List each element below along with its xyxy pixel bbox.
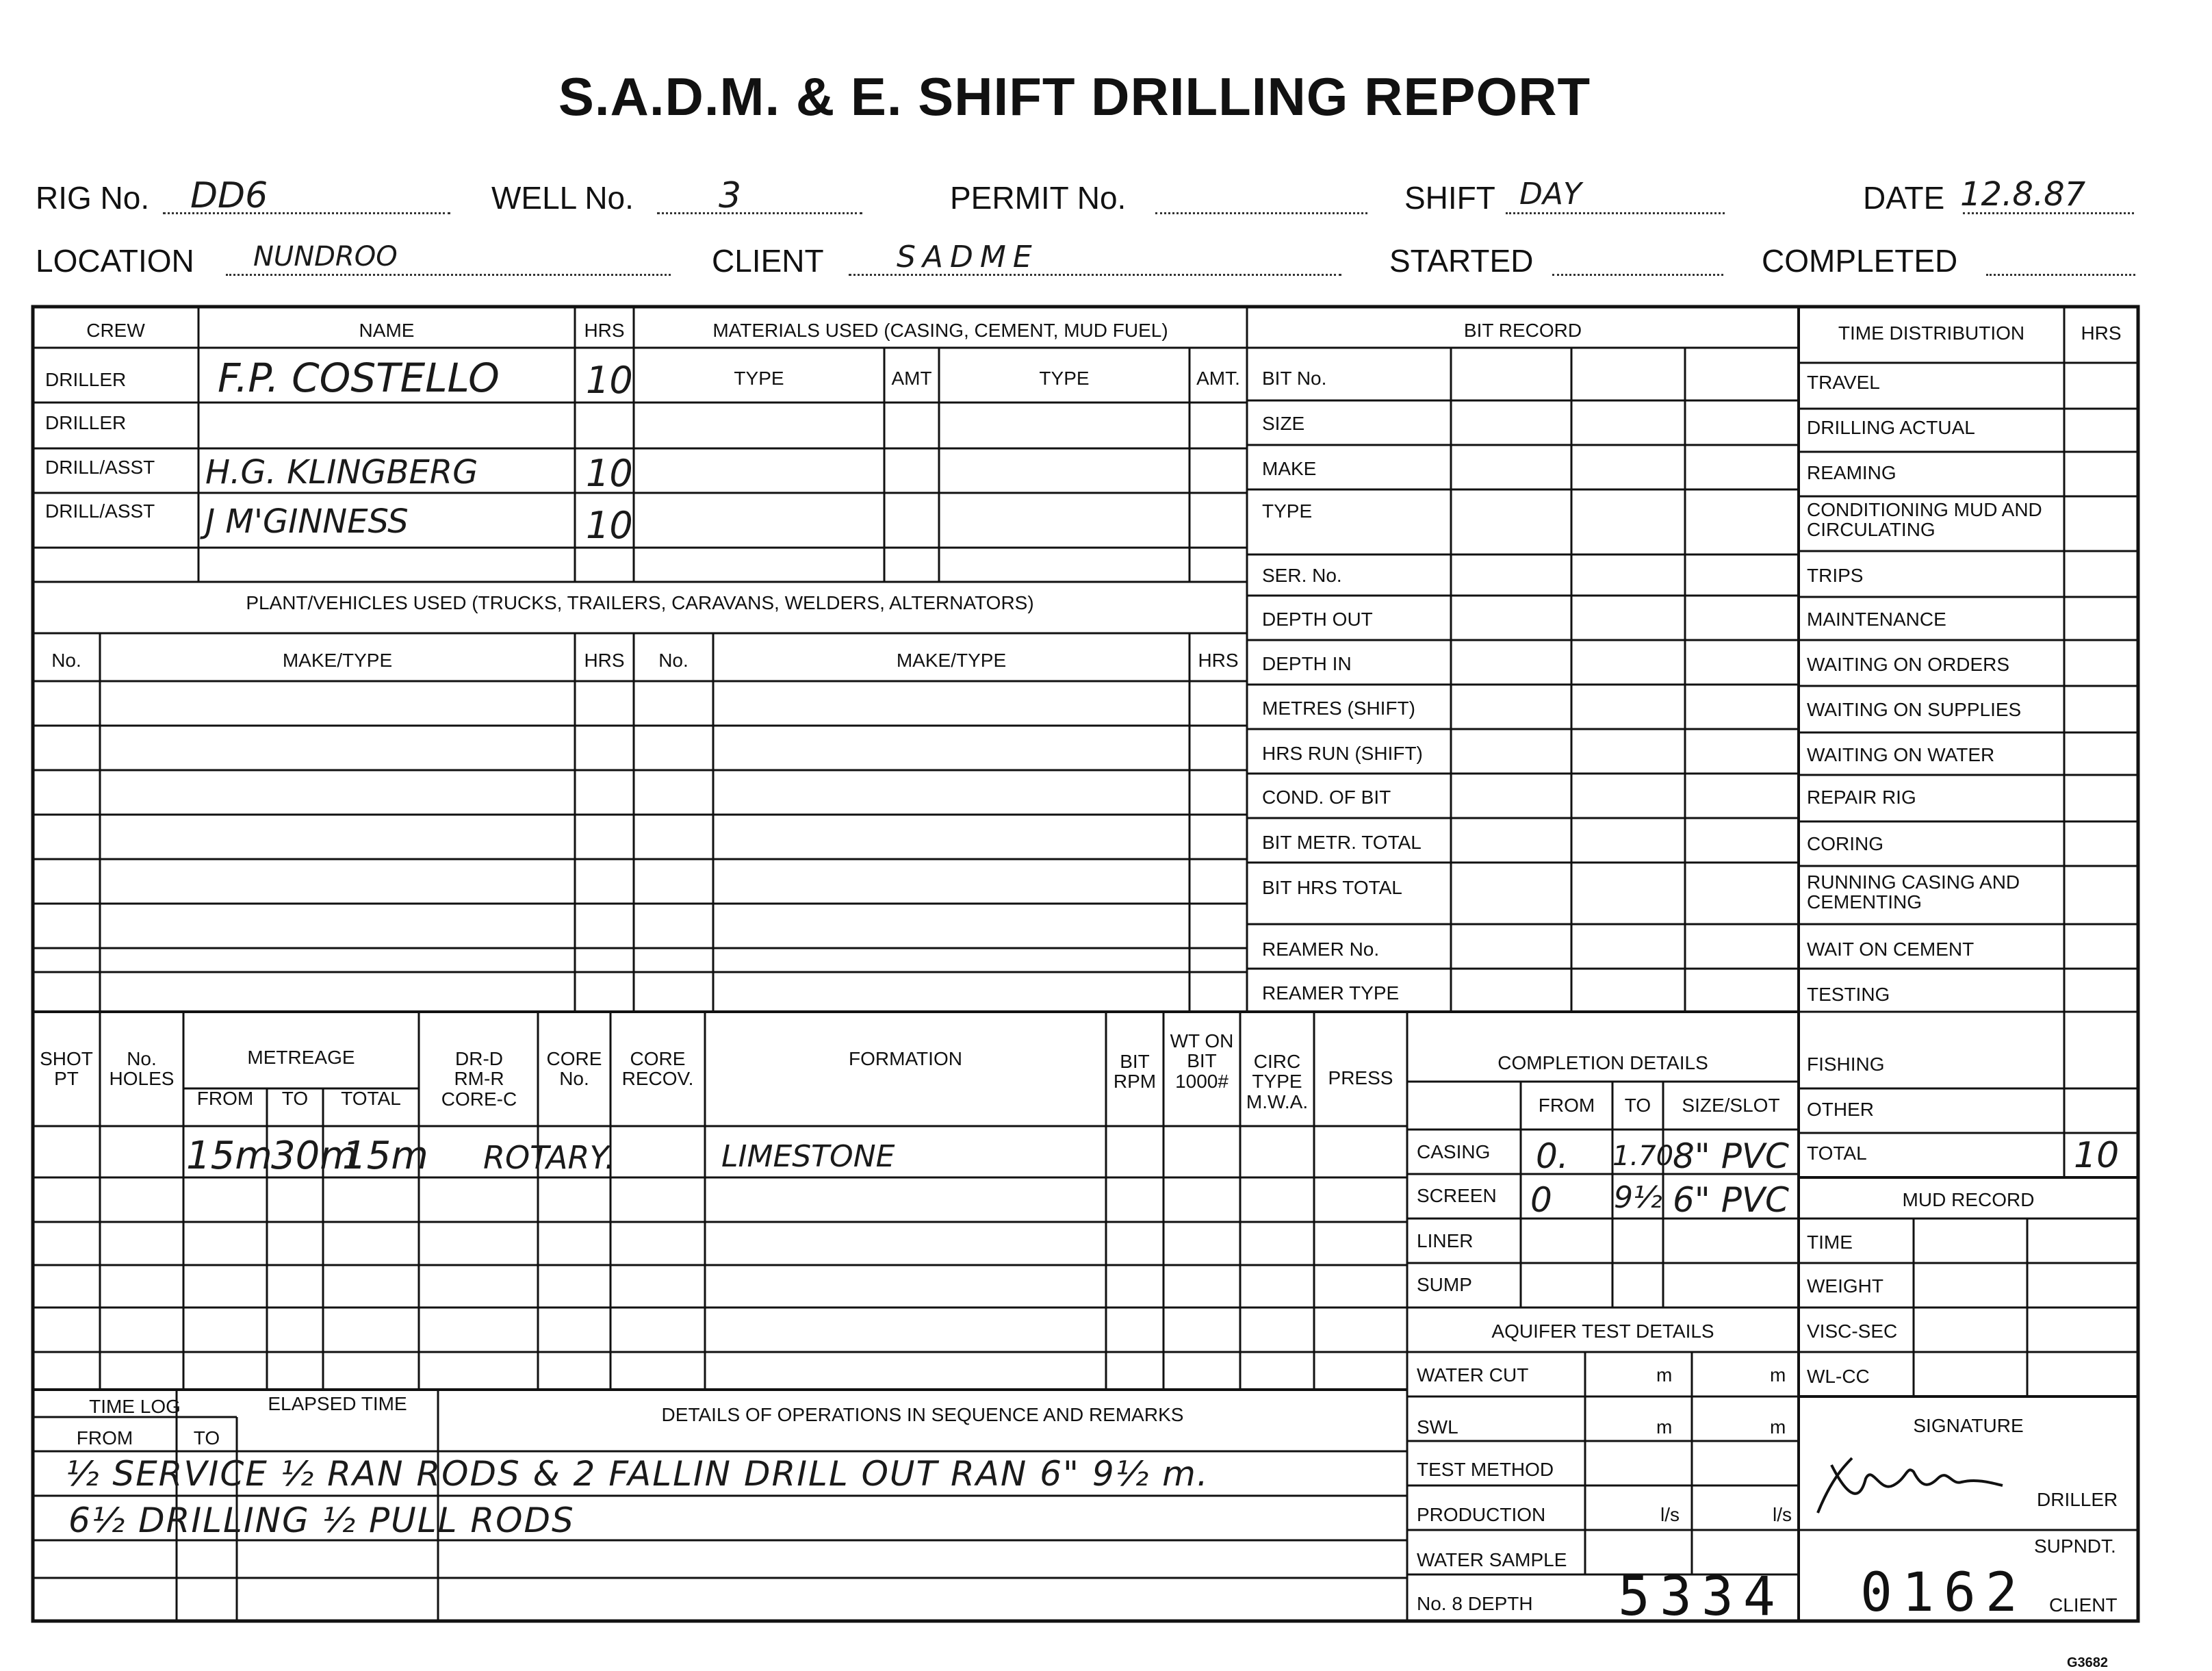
plant-no-1: No. [51,650,81,671]
well-label: WELL No. [491,180,634,216]
aquifer-unit: m [1656,1364,1673,1386]
metreage-from: FROM [196,1088,254,1109]
client-sign-label: CLIENT [2049,1594,2118,1616]
crew-name[interactable]: J M'GINNESS [205,502,409,541]
materials-amt-2: AMT. [1196,368,1240,389]
time-dist-row: RUNNING CASING AND CEMENTING [1807,871,2020,913]
client-label: CLIENT [712,243,824,279]
time-dist-row: WAITING ON ORDERS [1807,654,2010,675]
stamp-number-left: 5334 [1618,1566,1785,1628]
shift-value[interactable]: DAY [1519,177,1582,212]
time-dist-row: MAINTENANCE [1807,609,1946,630]
shift-label: SHIFT [1404,180,1495,216]
location-label: LOCATION [36,243,194,279]
mud-row: VISC-SEC [1807,1321,1898,1342]
bit-record-header: BIT RECORD [1463,320,1582,341]
bit-row-label: METRES (SHIFT) [1262,698,1415,719]
time-dist-row: DRILLING ACTUAL [1807,417,1975,438]
crew-hrs[interactable]: 10 [586,504,633,547]
time-dist-row: REPAIR RIG [1807,787,1916,808]
completion-row-label: LINER [1417,1230,1474,1251]
crew-hrs[interactable]: 10 [586,452,633,495]
press-header: PRESS [1328,1067,1393,1088]
started-label: STARTED [1389,243,1534,279]
completion-row-label: SCREEN [1417,1185,1497,1206]
materials-type-1: TYPE [734,368,784,389]
aquifer-unit: m [1770,1416,1786,1438]
bit-row-label: MAKE [1262,458,1317,479]
bit-row-label: BIT No. [1262,368,1327,389]
materials-header: MATERIALS USED (CASING, CEMENT, MUD FUEL) [712,320,1168,341]
supndt-label: SUPNDT. [2034,1535,2116,1557]
formation-header: FORMATION [849,1048,962,1069]
rig-value[interactable]: DD6 [190,175,268,216]
aquifer-unit: l/s [1660,1504,1680,1525]
bit-row-label: BIT HRS TOTAL [1262,877,1402,898]
details-header: DETAILS OF OPERATIONS IN SEQUENCE AND REMARKS [661,1404,1184,1425]
report-title: S.A.D.M. & E. SHIFT DRILLING REPORT [558,66,1591,127]
metreage-to: TO [281,1088,309,1109]
bit-row-label: HRS RUN (SHIFT) [1262,743,1423,764]
time-dist-hrs-header: HRS [2081,322,2122,344]
bit-row-label: SER. No. [1262,565,1342,586]
materials-amt-1: AMT [891,368,932,389]
bit-row-label: TYPE [1262,500,1313,522]
mud-row: WL-CC [1807,1366,1870,1387]
date-value[interactable]: 12.8.87 [1960,175,2086,214]
plant-hrs-2: HRS [1198,650,1239,671]
crew-role: DRILL/ASST [45,457,155,478]
time-log-from: FROM [76,1427,133,1449]
time-dist-row: REAMING [1807,462,1896,483]
circ-type-header: CIRC TYPE M.W.A. [1246,1051,1309,1112]
bit-row-label: DEPTH OUT [1262,609,1373,630]
driller-label: DRILLER [2037,1489,2118,1510]
date-label: DATE [1863,180,1945,216]
completion-row-label: SUMP [1417,1274,1472,1295]
aquifer-unit: m [1656,1416,1673,1438]
crew-hrs-header: HRS [584,320,625,341]
form-code: G3682 [2067,1655,2109,1670]
aquifer-row-label: PRODUCTION [1417,1504,1546,1525]
time-dist-row: WAITING ON WATER [1807,744,1995,765]
wt-on-bit-header: WT ON BIT 1000# [1170,1030,1234,1092]
client-value[interactable]: SADME [897,240,1039,275]
rig-label: RIG No. [36,180,150,216]
core-no-header: CORE No. [546,1048,602,1090]
bit-row-label: REAMER TYPE [1262,982,1400,1004]
core-recov-header: CORE RECOV. [621,1048,694,1090]
aquifer-header: AQUIFER TEST DETAILS [1491,1321,1714,1342]
drill-method-value[interactable]: ROTARY. [483,1139,615,1176]
name-header: NAME [359,320,415,341]
crew-hrs[interactable]: 10 [586,359,633,402]
time-dist-row: CORING [1807,833,1883,854]
time-dist-header: TIME DISTRIBUTION [1838,322,2025,344]
well-value[interactable]: 3 [719,175,742,216]
aquifer-row-label: No. 8 DEPTH [1417,1593,1533,1614]
time-dist-row: TRAVEL [1807,372,1880,393]
completion-size-value[interactable]: 6" PVC [1673,1180,1789,1220]
driller-signature [1804,1451,2009,1527]
completion-to-value[interactable]: 9½ [1614,1180,1662,1215]
aquifer-row-label: SWL [1417,1416,1458,1438]
time-log-to: TO [193,1427,220,1449]
drd-header: DR-D RM-R CORE-C [441,1048,517,1110]
time-dist-row: TOTAL [1807,1143,1867,1164]
aquifer-row-label: WATER CUT [1417,1364,1529,1386]
signature-header: SIGNATURE [1913,1415,2024,1436]
crew-name[interactable]: H.G. KLINGBERG [205,453,478,492]
plant-hrs-1: HRS [584,650,625,671]
completion-size: SIZE/SLOT [1682,1095,1780,1116]
completion-row-label: CASING [1417,1141,1491,1162]
crew-role: DRILLER [45,412,127,433]
crew-role: DRILLER [45,369,127,390]
bit-row-label: REAMER No. [1262,939,1380,960]
plant-no-2: No. [658,650,689,671]
bit-row-label: DEPTH IN [1262,653,1352,674]
completion-to-value[interactable]: 1.70 [1612,1140,1674,1172]
elapsed-time-header: ELAPSED TIME [268,1393,407,1414]
mud-row: WEIGHT [1807,1275,1883,1297]
completed-label: COMPLETED [1762,243,1958,279]
stamp-number-right: 0162 [1860,1562,2027,1624]
bit-row-label: COND. OF BIT [1262,787,1391,808]
time-dist-row: WAITING ON SUPPLIES [1807,699,2022,720]
drill-from-value[interactable]: 15m [186,1134,272,1178]
time-dist-row: TRIPS [1807,565,1864,586]
plant-header: PLANT/VEHICLES USED (TRUCKS, TRAILERS, CARAVANS, WELDERS, ALTERNATORS) [246,592,1034,613]
metreage-total: TOTAL [341,1088,401,1109]
time-dist-row: WAIT ON CEMENT [1807,939,1975,960]
mud-row: TIME [1807,1232,1853,1253]
time-total-value[interactable]: 10 [2074,1135,2120,1176]
aquifer-row-label: WATER SAMPLE [1417,1549,1567,1570]
aquifer-unit: l/s [1773,1504,1792,1525]
crew-header: CREW [86,320,145,341]
mud-record-header: MUD RECORD [1902,1189,2035,1210]
completion-size-value[interactable]: 8" PVC [1673,1136,1789,1176]
bit-row-label: SIZE [1262,413,1305,434]
time-log-header: TIME LOG [89,1396,181,1417]
time-dist-row: OTHER [1807,1099,1874,1120]
completion-header: COMPLETION DETAILS [1497,1052,1708,1073]
drill-to-value[interactable]: 30m [271,1134,357,1178]
no-holes-header: No. HOLES [109,1048,175,1090]
drill-formation-value[interactable]: LIMESTONE [721,1139,895,1174]
time-dist-row: CONDITIONING MUD AND CIRCULATING [1807,499,2042,541]
aquifer-row-label: TEST METHOD [1417,1459,1554,1480]
crew-role: DRILL/ASST [45,500,155,522]
bit-row-label: BIT METR. TOTAL [1262,832,1422,853]
plant-make-1: MAKE/TYPE [282,650,393,671]
crew-name[interactable]: F.P. COSTELLO [218,355,500,401]
completion-from-value[interactable]: 0. [1536,1136,1569,1176]
remarks-line-2[interactable]: 6½ DRILLING ½ PULL RODS [68,1501,575,1540]
completion-from: FROM [1538,1095,1595,1116]
completion-to: TO [1624,1095,1651,1116]
remarks-line-1[interactable]: ½ SERVICE ½ RAN RODS & 2 FALLIN DRILL OUT RAN 6" 9½ m. [66,1454,1209,1494]
metreage-header: METREAGE [247,1047,355,1068]
bit-rpm-header: BIT RPM [1113,1051,1157,1093]
time-dist-row: TESTING [1807,984,1890,1005]
completion-from-value[interactable]: 0 [1530,1180,1552,1220]
materials-type-2: TYPE [1039,368,1090,389]
time-dist-row: FISHING [1807,1054,1885,1075]
location-value[interactable]: NUNDROO [253,241,398,272]
permit-label: PERMIT No. [950,180,1127,216]
aquifer-unit: m [1770,1364,1786,1386]
drill-total-value[interactable]: 15m [342,1134,428,1178]
shot-pt-header: SHOT PT [40,1048,93,1090]
plant-make-2: MAKE/TYPE [896,650,1007,671]
